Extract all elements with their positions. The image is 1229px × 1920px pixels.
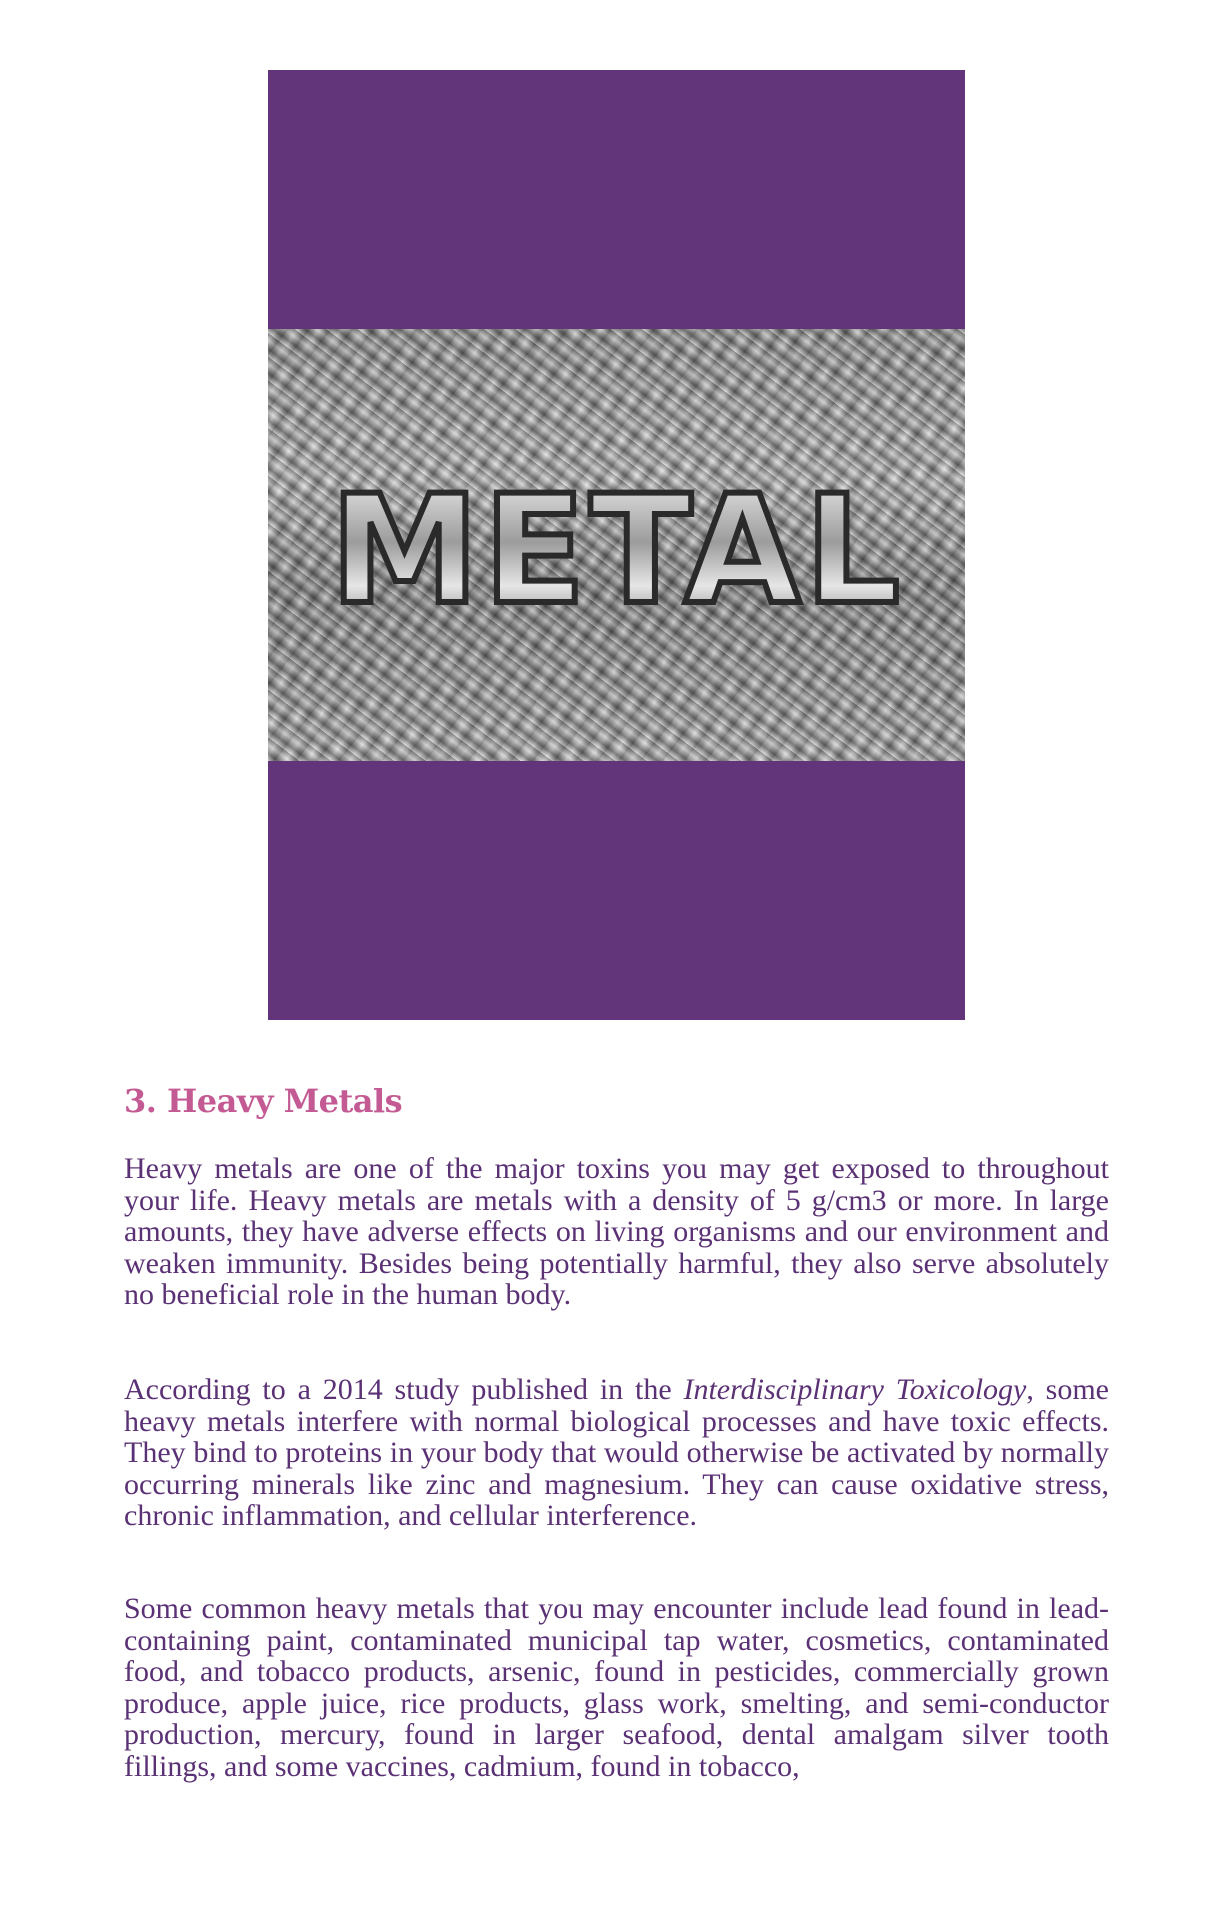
paragraph-2-rest: , some heavy metals interfere with normal biological processes and have toxic effects. They bind to proteins in your body that would otherwise be activated by normally occurring minerals like zinc and magnesium. They can cause oxidative stress, chronic inflammation, and cellular interference. (124, 1373, 1109, 1532)
journal-title: Interdisciplinary Toxicology (683, 1373, 1027, 1406)
metal-foil-image (268, 70, 965, 1020)
paragraph-3 (124, 1593, 1109, 1782)
crumpled-foil-band (268, 329, 965, 761)
paragraph-2 (124, 1374, 1109, 1532)
paragraph-1 (124, 1153, 1109, 1311)
metal-word-text: METAL (329, 474, 904, 624)
paragraph-2-lead: According to a 2014 study published in the (124, 1373, 684, 1406)
metal-foil-lettering (268, 469, 965, 629)
section-heading: 3. Heavy Metals (124, 1082, 403, 1120)
paragraph-3-text: Some common heavy metals that you may encounter include lead found in lead-containing paint, contaminated municipal tap water, cosmetics, contaminated food, and tobacco products, arsenic, found in pesticides, commercially grown produce, apple juice, rice products, glass work, smelting, and semi-conductor production, mercury, found in larger seafood, dental amalgam silver tooth fillings, and some vaccines, cadmium, found in tobacco, (124, 1592, 1109, 1783)
metal-word-graphic (317, 474, 917, 624)
paragraph-2-text (124, 1374, 1109, 1532)
paragraph-1-text: Heavy metals are one of the major toxins you may get exposed to throughout your life. Heavy metals are metals with a density of 5 g/cm3 or more. In large amounts, they have adverse effects on living organisms and our environment and weaken immunity. Besides being potentially harmful, they also serve absolutely no beneficial role in the human body. (124, 1152, 1109, 1311)
